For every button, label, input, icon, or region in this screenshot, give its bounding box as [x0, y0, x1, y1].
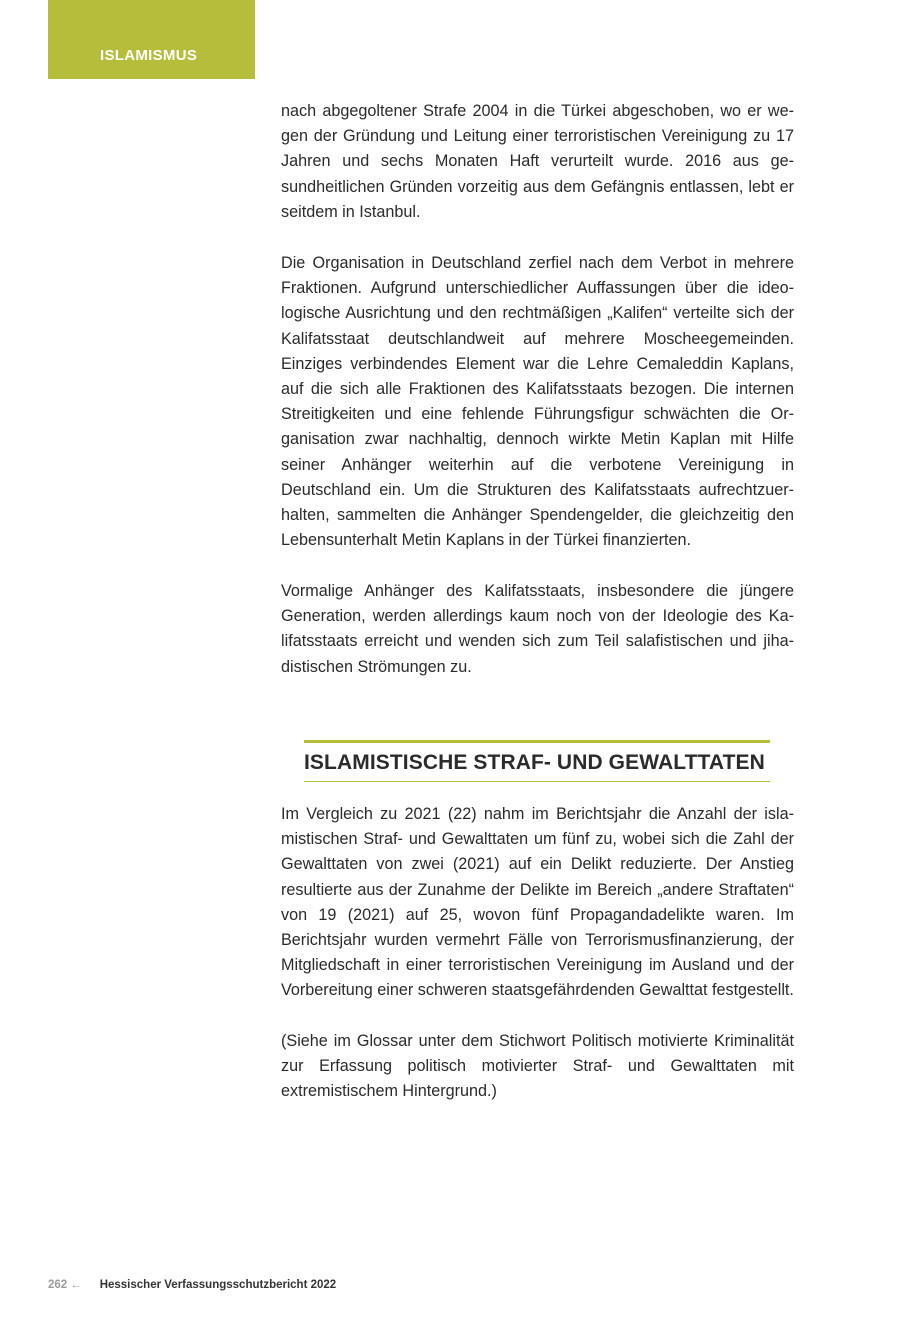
body-paragraph: Im Vergleich zu 2021 (22) nahm im Berichtsjahr die Anzahl der islamistischen Straf- und Gewalttaten um fünf zu, wobei sich die Zahl der Gewalttaten von zwei (2021) auf ein Delikt reduzierte. Der Anstieg resultierte aus der Zunahme der Delikte im Bereich „andere Straftaten“ von 19 (2021) auf 25, wovon fünf Propagandadelikte waren. Im Berichtsjahr wurden vermehrt Fälle von Terrorismusfinanzierung, der Mitgliedschaft in einer terroristischen Vereinigung im Ausland und der Vorbereitung einer schweren staatsgefährdenden Gewalttat festgestellt.: [281, 805, 794, 1000]
glossary-note: (Siehe im Glossar unter dem Stichwort Politisch motivierte Kriminalität zur Erfassung politisch motivierter Straf- und Gewalttaten mit extremistischem Hintergrund.): [281, 1032, 794, 1101]
body-paragraph: Vormalige Anhänger des Kalifatsstaats, insbesondere die jüngere Generation, werden allerdings kaum noch von der Ideologie des Kalifatsstaats erreicht und wenden sich zum Teil salafistischen und jihadistischen Strömungen zu.: [281, 582, 794, 676]
section-label: ISLAMISMUS: [100, 47, 198, 64]
publication-title: Hessischer Verfassungsschutzbericht 2022: [99, 1279, 337, 1291]
section-heading: ISLAMISTISCHE STRAF- UND GEWALTTATEN: [304, 751, 765, 774]
page-number: 262: [48, 1279, 68, 1291]
body-paragraph: nach abgegoltener Strafe 2004 in die Türkei abgeschoben, wo er wegen der Gründung und Leitung einer terroristischen Vereinigung zu 17 Jahren und sechs Monaten Haft verurteilt wurde. 2016 aus gesundheitlichen Gründen vorzeitig aus dem Gefängnis entlassen, lebt er seitdem in Istanbul.: [281, 102, 794, 221]
body-paragraph: Die Organisation in Deutschland zerfiel nach dem Verbot in mehrere Fraktionen. Aufgrund unterschiedlicher Auffassungen über die ideologische Ausrichtung und den rechtmäßigen „Kalifen“ verteilte sich der Kalifatsstaat deutschlandweit auf mehrere Moscheegemeinden. Einziges verbindendes Element war die Lehre Cemaleddin Kaplans, auf die sich alle Fraktionen des Kalifatsstaats bezogen. Die internen Streitigkeiten und eine fehlende Führungsfigur schwächten die Organisation zwar nachhaltig, dennoch wirkte Metin Kaplan mit Hilfe seiner Anhänger weiterhin auf die verbotene Vereinigung in Deutschland ein. Um die Strukturen des Kalifatsstaats aufrechtzuerhalten, sammelten die Anhänger Spendengelder, die gleichzeitig den Lebensunterhalt Metin Kaplans in der Türkei finanzierten.: [281, 254, 794, 550]
page-footer: [48, 1278, 336, 1292]
back-arrow-icon[interactable]: ←: [70, 1279, 82, 1291]
section-heading-box: [304, 740, 770, 782]
section-tab: [48, 0, 255, 79]
